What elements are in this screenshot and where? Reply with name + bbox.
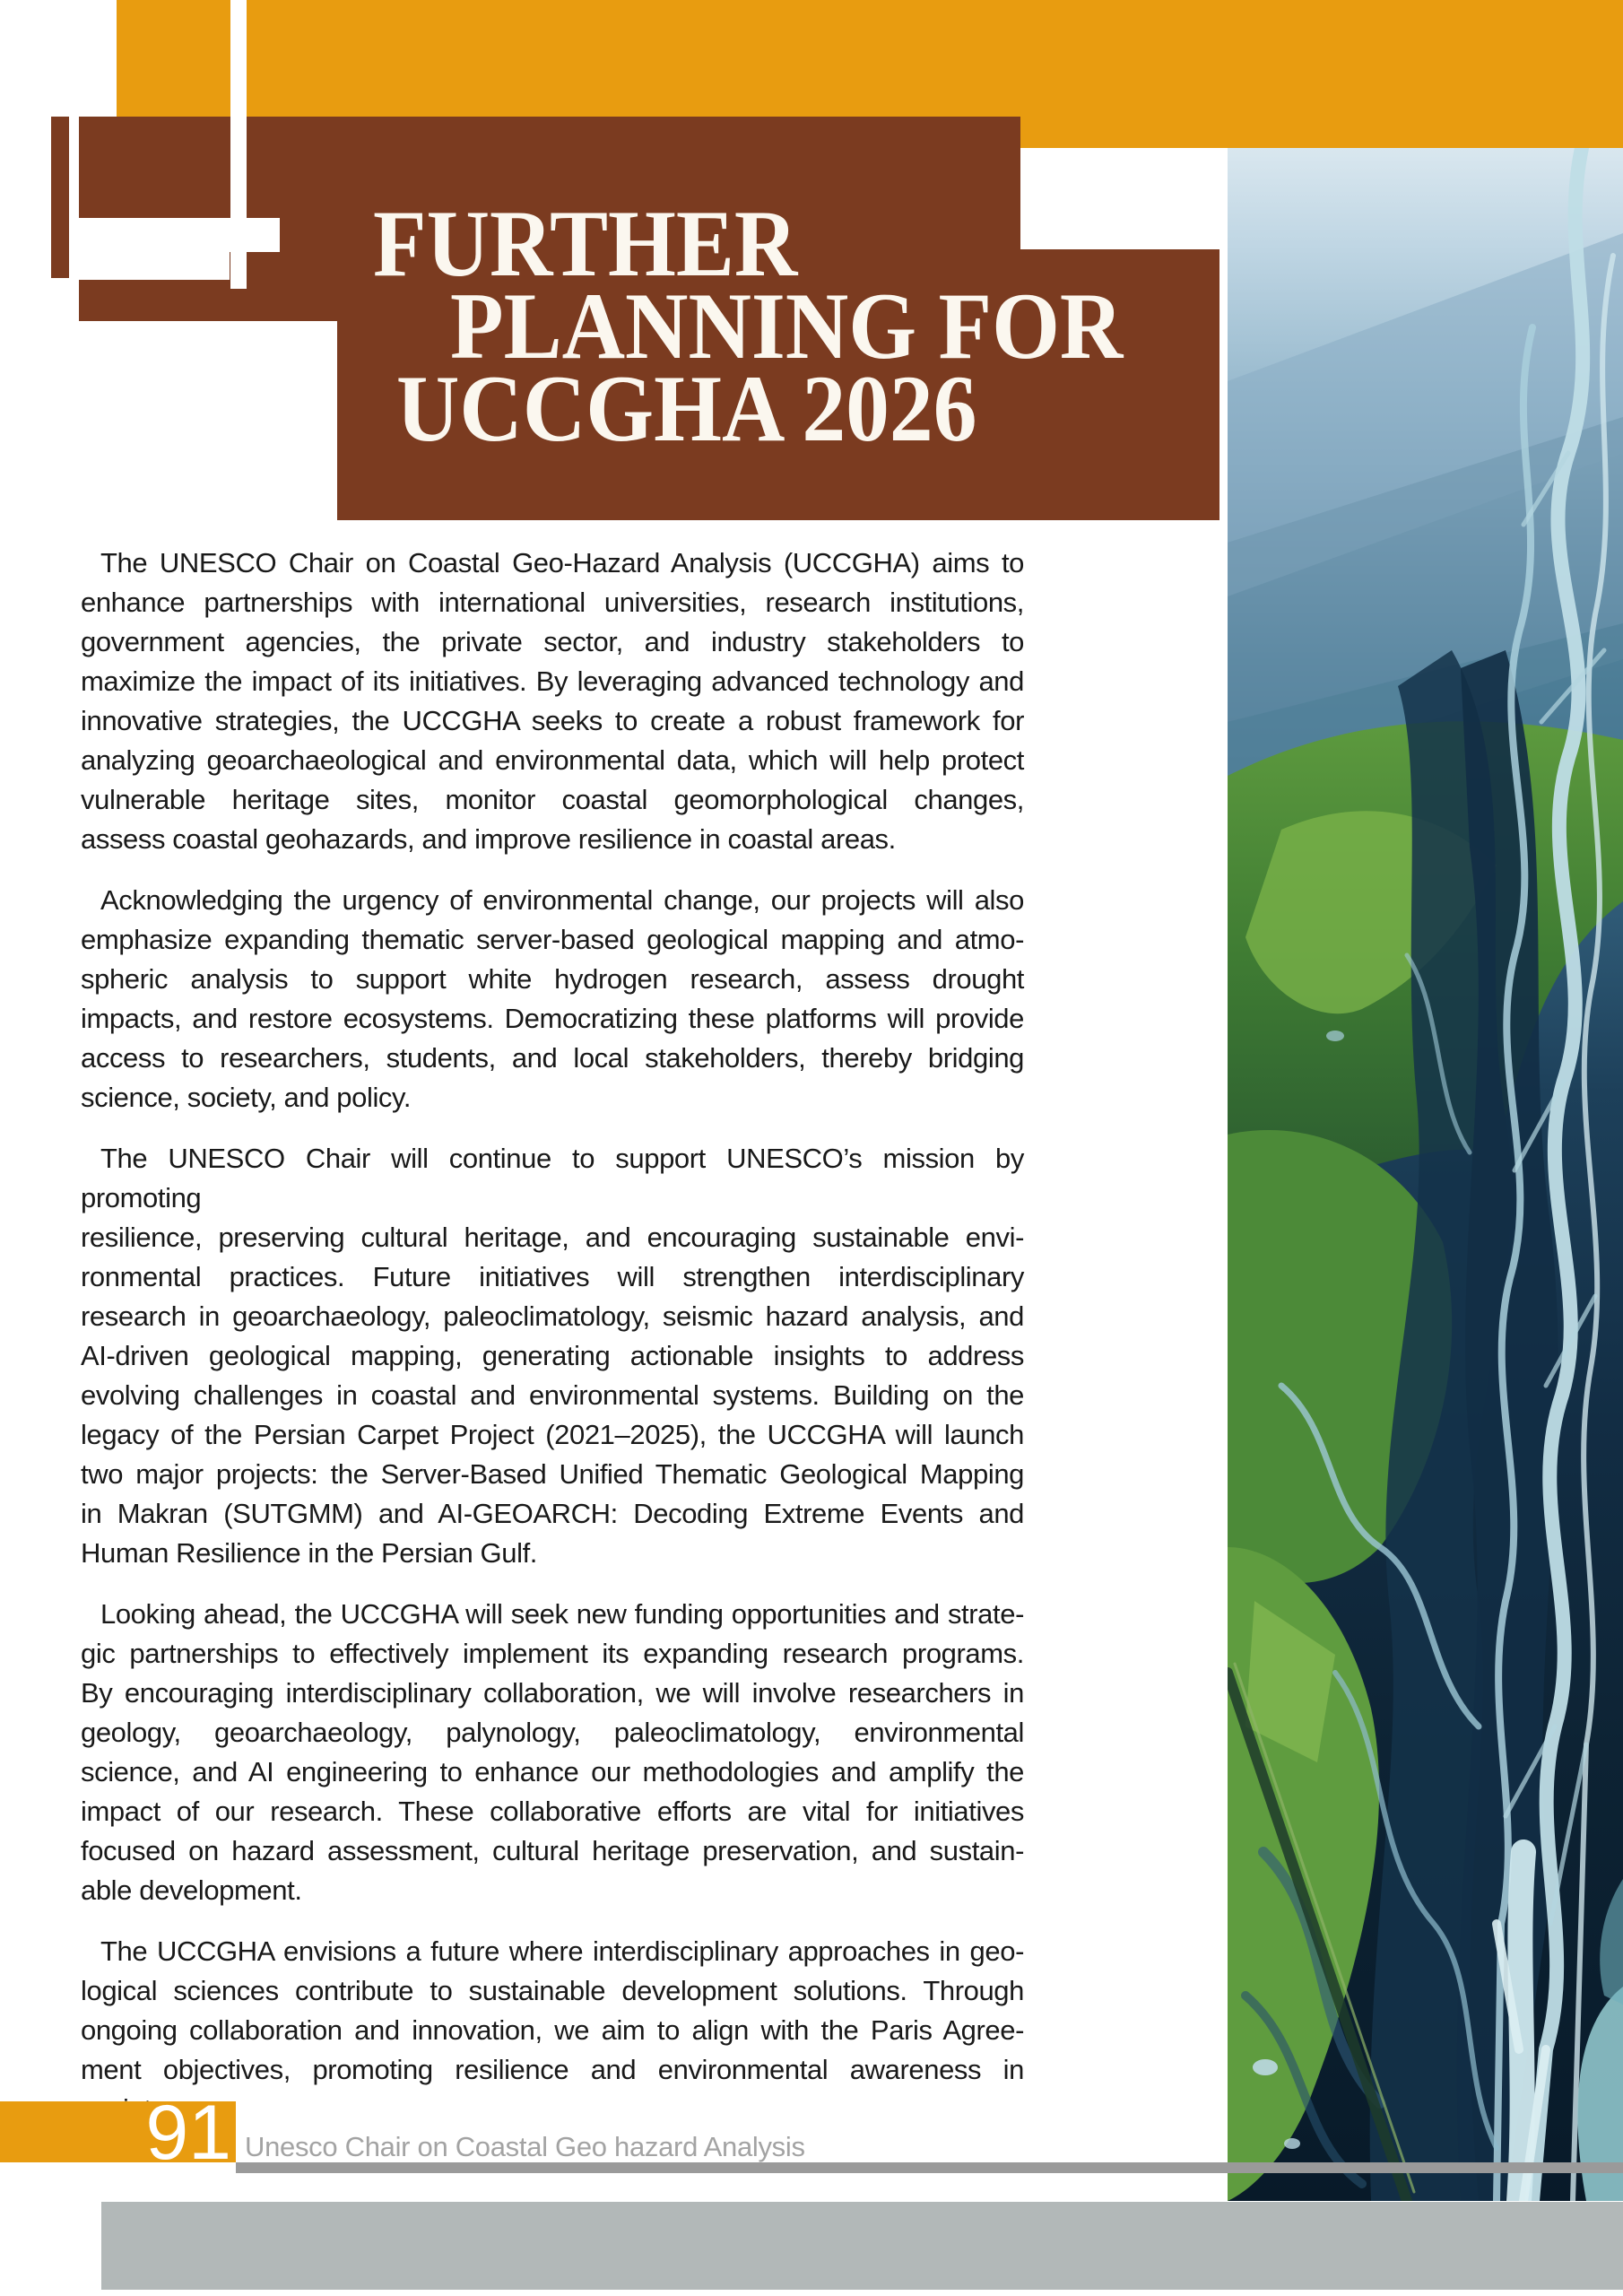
footer-text: Unesco Chair on Coastal Geo hazard Analysis [245, 2131, 805, 2162]
page-number: 91 [145, 2090, 231, 2176]
aerial-river-delta-photo [1228, 148, 1623, 2201]
text-line: analyzing geoarchaeological and environmental data, which will help protect [81, 744, 1024, 776]
decor-bar-a [79, 117, 230, 218]
body-text [81, 544, 1024, 2151]
text-line: legacy of the Persian Carpet Project (2021–2025), the UCCGHA will launch [81, 1419, 1024, 1450]
body-paragraph [81, 1139, 1024, 1573]
page-title-line: PLANNING FOR [450, 274, 1124, 378]
footer-strip [101, 2202, 1623, 2290]
photo-illustration [1228, 148, 1623, 2201]
text-line: The UNESCO Chair on Coastal Geo-Hazard Analysis (UCCGHA) aims to [100, 547, 1024, 578]
text-line: science, and AI engineering to enhance our methodologies and amplify the [81, 1756, 1024, 1787]
text-line: in Makran (SUTGMM) and AI-GEOARCH: Decoding Extreme Events and [81, 1498, 1024, 1529]
text-line: Human Resilience in the Persian Gulf. [81, 1537, 538, 1569]
text-line: assess coastal geohazards, and improve resilience in coastal areas. [81, 823, 896, 855]
text-line: The UCCGHA envisions a future where interdisciplinary approaches in geo- [100, 1935, 1024, 1967]
text-line: By encouraging interdisciplinary collaboration, we will involve researchers in [81, 1677, 1024, 1709]
text-line: emphasize expanding thematic server-based geological mapping and atmo- [81, 924, 1024, 955]
text-line: maximize the impact of its initiatives. By leveraging advanced technology and [81, 665, 1024, 697]
body-paragraph [81, 544, 1024, 859]
page-number-badge [0, 2090, 236, 2176]
page-title-line: UCCGHA 2026 [396, 356, 977, 461]
text-line: impacts, and restore ecosystems. Democratizing these platforms will provide [81, 1003, 1024, 1034]
footer-rule [236, 2162, 1623, 2173]
body-paragraph [81, 881, 1024, 1118]
text-line: spheric analysis to support white hydrogen research, assess drought [81, 963, 1024, 995]
text-line: logical sciences contribute to sustainable development solutions. Through [81, 1975, 1024, 2006]
decor-left-stripe [51, 117, 69, 278]
text-line: innovative strategies, the UCCGHA seeks to create a robust framework for [81, 705, 1024, 736]
text-line: impact of our research. These collaborative efforts are vital for initiatives [81, 1796, 1024, 1827]
text-line: resilience, preserving cultural heritage, and encouraging sustainable envi- [81, 1222, 1024, 1253]
text-line: vulnerable heritage sites, monitor coastal geomorphological changes, [81, 784, 1024, 815]
text-line: focused on hazard assessment, cultural heritage preservation, and sustain- [81, 1835, 1024, 1866]
page-title [230, 191, 1225, 461]
text-line: enhance partnerships with international universities, research institutions, [81, 587, 1024, 618]
text-line: ronmental practices. Future initiatives will strengthen interdisciplinary [81, 1261, 1024, 1292]
decor-bar-b [79, 280, 230, 321]
text-line: government agencies, the private sector, and industry stakeholders to [81, 626, 1024, 657]
text-line: science, society, and policy. [81, 1082, 412, 1113]
text-line: ongoing collaboration and innovation, we aim to align with the Paris Agree- [81, 2014, 1024, 2046]
text-line: research in geoarchaeology, paleoclimatology, seismic hazard analysis, and [81, 1300, 1024, 1332]
text-line: geology, geoarchaeology, palynology, paleoclimatology, environmental [81, 1717, 1024, 1748]
text-line: The UNESCO Chair will continue to support UNESCO’s mission by promoting [81, 1143, 1024, 1213]
text-line: evolving challenges in coastal and environmental systems. Building on the [81, 1379, 1024, 1411]
text-line: AI-driven geological mapping, generating actionable insights to address [81, 1340, 1024, 1371]
text-line: two major projects: the Server-Based Unified Thematic Geological Mapping [81, 1458, 1024, 1490]
text-line: Acknowledging the urgency of environmental change, our projects will also [100, 884, 1024, 916]
page-title-line: FURTHER [373, 191, 798, 296]
text-line: ment objectives, promoting resilience and environmental awareness in [81, 2054, 1024, 2085]
text-line: able development. [81, 1874, 302, 1906]
text-line: access to researchers, students, and local stakeholders, thereby bridging [81, 1042, 1024, 1074]
body-paragraph [81, 1595, 1024, 1910]
text-line: Looking ahead, the UCCGHA will seek new funding opportunities and strate- [100, 1598, 1024, 1630]
text-line: gic partnerships to effectively implement its expanding research programs. [81, 1638, 1024, 1669]
